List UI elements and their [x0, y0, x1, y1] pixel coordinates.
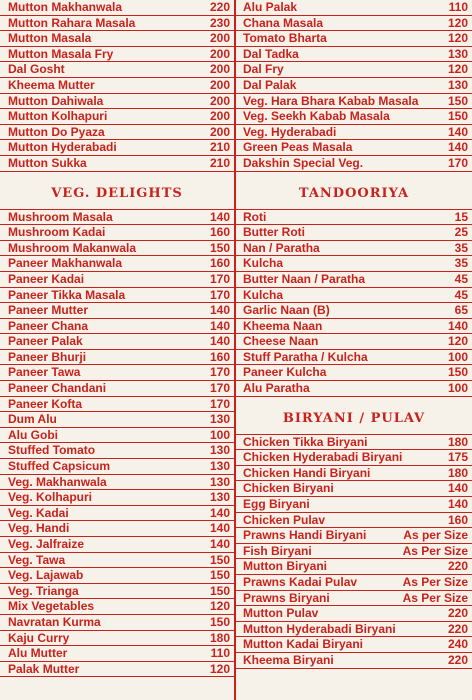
menu-item-name: Mix Vegetables: [8, 599, 95, 614]
menu-item-price: 15: [454, 209, 468, 224]
menu-item-name: Chana Masala: [243, 15, 324, 30]
menu-item-name: Dal Gosht: [8, 62, 65, 77]
menu-item-row: [0, 553, 234, 569]
menu-item-price: 130: [209, 474, 230, 489]
menu-item-name: Kheema Biryani: [243, 652, 334, 667]
menu-item-row: [0, 350, 234, 366]
veg-continued-list: [236, 0, 472, 172]
menu-item-row: [0, 521, 234, 537]
menu-item-name: Fish Biryani: [243, 543, 312, 558]
menu-item-price: As Per Size: [402, 590, 468, 605]
menu-item-row: [236, 591, 472, 607]
menu-item-price: 35: [454, 256, 468, 271]
menu-item-row: [0, 428, 234, 444]
left-column: [0, 0, 234, 700]
menu-item-price: 170: [209, 381, 230, 396]
menu-item-price: 230: [209, 15, 230, 30]
menu-item-name: Mutton Kadai Biryani: [243, 637, 364, 652]
menu-item-row: [236, 303, 472, 319]
menu-item-row: [0, 475, 234, 491]
menu-item-price: 140: [447, 124, 468, 139]
menu-item-price: 200: [209, 93, 230, 108]
menu-item-name: Stuff Paratha / Kulcha: [243, 349, 368, 364]
menu-item-row: [0, 459, 234, 475]
menu-item-price: 150: [209, 568, 230, 583]
menu-item-name: Veg. Seekh Kabab Masala: [243, 109, 390, 124]
menu-item-name: Navratan Kurma: [8, 614, 101, 629]
menu-item-row: [236, 334, 472, 350]
menu-item-name: Kaju Curry: [8, 630, 70, 645]
menu-item-price: 200: [209, 31, 230, 46]
menu-item-price: 160: [209, 225, 230, 240]
menu-item-price: 170: [209, 365, 230, 380]
menu-item-name: Mutton Masala: [8, 31, 92, 46]
menu-item-row: [0, 272, 234, 288]
right-column: [236, 0, 472, 700]
menu-item-row: [236, 544, 472, 560]
menu-item-price: 220: [209, 0, 230, 14]
menu-item-row: [236, 256, 472, 272]
menu-item-name: Paneer Kofta: [8, 396, 83, 411]
menu-item-price: 210: [209, 155, 230, 170]
menu-item-row: [0, 125, 234, 141]
menu-item-price: 140: [209, 505, 230, 520]
menu-item-name: Veg. Handi: [8, 521, 70, 536]
tandoori-section-header: [236, 172, 472, 210]
veg-section-header: [0, 172, 234, 210]
menu-item-name: Mutton Dahiwala: [8, 93, 104, 108]
menu-item-price: 100: [447, 349, 468, 364]
menu-item-row: [236, 466, 472, 482]
menu-item-price: 200: [209, 77, 230, 92]
menu-item-name: Mutton Kolhapuri: [8, 109, 108, 124]
mutton-list: [0, 0, 234, 172]
tandoori-list: [236, 210, 472, 397]
menu-item-row: [0, 156, 234, 172]
menu-item-name: Paneer Chana: [8, 318, 89, 333]
menu-item-row: [0, 241, 234, 257]
menu-item-price: 175: [447, 450, 468, 465]
menu-item-name: Paneer Mutter: [8, 303, 89, 318]
menu-item-price: 170: [209, 287, 230, 302]
menu-item-row: [236, 381, 472, 397]
menu-item-name: Prawns Biryani: [243, 590, 330, 605]
menu-item-name: Alu Gobi: [8, 427, 58, 442]
menu-item-row: [0, 334, 234, 350]
menu-item-row: [0, 646, 234, 662]
menu-item-price: 140: [209, 303, 230, 318]
menu-item-name: Veg. Hara Bhara Kabab Masala: [243, 93, 419, 108]
menu-item-price: 100: [209, 427, 230, 442]
menu-item-row: [0, 256, 234, 272]
menu-item-name: Paneer Kadai: [8, 271, 85, 286]
menu-item-row: [236, 109, 472, 125]
menu-item-price: 170: [209, 396, 230, 411]
menu-item-name: Green Peas Masala: [243, 140, 353, 155]
menu-item-price: 240: [447, 637, 468, 652]
menu-item-price: 25: [454, 225, 468, 240]
menu-item-row: [0, 584, 234, 600]
menu-item-row: [236, 606, 472, 622]
menu-item-row: [0, 490, 234, 506]
menu-item-name: Veg. Tawa: [8, 552, 66, 567]
menu-item-price: 45: [454, 287, 468, 302]
menu-item-row: [236, 272, 472, 288]
menu-item-row: [236, 559, 472, 575]
menu-item-name: Prawns Kadai Pulav: [243, 575, 358, 589]
menu-item-row: [0, 568, 234, 584]
menu-item-name: Nan / Paratha: [243, 240, 320, 255]
menu-item-name: Mushroom Kadai: [8, 225, 106, 240]
menu-item-row: [236, 497, 472, 513]
menu-item-row: [0, 78, 234, 94]
menu-item-name: Chicken Pulav: [243, 512, 326, 527]
menu-item-price: 160: [209, 349, 230, 364]
menu-item-price: 100: [447, 381, 468, 396]
menu-item-row: [0, 662, 234, 678]
menu-item-name: Dal Palak: [243, 77, 297, 92]
menu-item-row: [0, 225, 234, 241]
biryani-list: [236, 435, 472, 669]
menu-item-price: 150: [447, 365, 468, 380]
menu-item-price: 140: [447, 140, 468, 155]
menu-item-row: [0, 16, 234, 32]
menu-item-name: Veg. Lajawab: [8, 568, 84, 583]
menu-item-row: [0, 109, 234, 125]
menu-item-price: 170: [209, 271, 230, 286]
menu-item-row: [236, 637, 472, 653]
menu-item-name: Paneer Chandani: [8, 381, 107, 396]
menu-item-price: 140: [209, 209, 230, 224]
menu-item-name: Mutton Rahara Masala: [8, 15, 136, 30]
menu-item-row: [236, 125, 472, 141]
menu-item-name: Mutton Masala Fry: [8, 46, 114, 61]
menu-item-price: 200: [209, 124, 230, 139]
menu-item-price: 130: [447, 46, 468, 61]
menu-item-price: 110: [210, 646, 230, 661]
menu-item-row: [0, 62, 234, 78]
veg-heading: VEG. DELIGHTS: [51, 185, 183, 201]
menu-item-price: 140: [209, 521, 230, 536]
menu-item-name: Mutton Biryani: [243, 559, 327, 574]
biryani-section-header: [236, 397, 472, 435]
menu-item-price: 210: [209, 140, 230, 155]
menu-item-name: Cheese Naan: [243, 334, 319, 349]
menu-item-row: [0, 381, 234, 397]
menu-item-price: 45: [454, 271, 468, 286]
menu-item-price: 160: [447, 512, 468, 527]
menu-item-row: [236, 210, 472, 226]
menu-item-price: 220: [447, 559, 468, 574]
menu-item-price: 130: [447, 77, 468, 92]
menu-item-price: 140: [447, 318, 468, 333]
menu-item-row: [236, 47, 472, 63]
menu-item-row: [236, 575, 472, 591]
menu-item-row: [236, 528, 472, 544]
menu-item-row: [236, 140, 472, 156]
menu-item-row: [236, 450, 472, 466]
menu-item-price: 130: [209, 443, 230, 458]
menu-item-row: [0, 412, 234, 428]
menu-item-price: 65: [454, 303, 468, 318]
menu-item-row: [0, 615, 234, 631]
menu-item-row: [236, 288, 472, 304]
menu-item-row: [236, 365, 472, 381]
menu-item-row: [0, 599, 234, 615]
menu-item-name: Alu Paratha: [243, 381, 310, 396]
menu-item-price: As Per Size: [402, 575, 468, 589]
menu-item-name: Chicken Hyderabadi Biryani: [243, 450, 403, 465]
menu-item-name: Veg. Trianga: [8, 583, 79, 598]
menu-item-price: 120: [447, 62, 468, 77]
menu-item-row: [236, 0, 472, 16]
menu-item-row: [236, 62, 472, 78]
menu-item-price: 150: [209, 240, 230, 255]
menu-item-name: Garlic Naan (B): [243, 303, 330, 318]
menu-item-row: [236, 481, 472, 497]
menu-item-name: Kheema Naan: [243, 318, 323, 333]
menu-item-row: [0, 94, 234, 110]
menu-item-name: Alu Mutter: [8, 646, 68, 661]
menu-item-price: 120: [447, 31, 468, 46]
menu-item-row: [0, 47, 234, 63]
menu-item-name: Mutton Hyderabadi: [8, 140, 117, 155]
menu-item-price: 120: [209, 661, 230, 676]
menu-item-price: 220: [447, 652, 468, 667]
menu-item-name: Veg. Makhanwala: [8, 474, 107, 489]
menu-item-price: As Per Size: [402, 543, 468, 558]
menu-item-price: 110: [448, 0, 468, 14]
menu-item-price: 140: [209, 537, 230, 551]
menu-item-name: Paneer Palak: [8, 334, 83, 349]
menu-item-price: 220: [447, 621, 468, 636]
menu-item-name: Mutton Sukka: [8, 155, 87, 170]
menu-item-name: Mushroom Makanwala: [8, 240, 137, 255]
menu-item-price: 130: [209, 412, 230, 427]
menu-item-name: Veg. Kadai: [8, 505, 69, 520]
menu-item-row: [0, 319, 234, 335]
menu-item-name: Chicken Handi Biryani: [243, 465, 371, 480]
menu-item-price: 130: [209, 459, 230, 474]
menu-item-name: Paneer Makhanwala: [8, 256, 123, 271]
menu-item-price: 150: [209, 614, 230, 629]
menu-item-row: [0, 140, 234, 156]
menu-item-row: [236, 513, 472, 529]
menu-item-price: 200: [209, 46, 230, 61]
menu-item-row: [0, 631, 234, 647]
menu-item-name: Mutton Pulav: [243, 606, 319, 621]
menu-item-name: Kulcha: [243, 256, 284, 271]
menu-item-row: [236, 31, 472, 47]
menu-item-row: [0, 288, 234, 304]
menu-item-name: Prawns Handi Biryani: [243, 528, 367, 543]
menu-item-price: 150: [209, 552, 230, 567]
menu-item-row: [236, 16, 472, 32]
menu-item-name: Chicken Biryani: [243, 481, 334, 496]
menu-item-price: 35: [454, 240, 468, 255]
menu-item-row: [236, 225, 472, 241]
menu-item-price: 200: [209, 62, 230, 77]
menu-item-name: Veg. Hyderabadi: [243, 124, 337, 139]
menu-item-price: 180: [447, 465, 468, 480]
menu-item-name: Veg. Kolhapuri: [8, 490, 93, 505]
menu-item-row: [0, 0, 234, 16]
menu-item-row: [236, 622, 472, 638]
menu-item-price: 180: [209, 630, 230, 645]
biryani-heading: BIRYANI / PULAV: [282, 410, 426, 426]
menu-item-price: 130: [209, 490, 230, 505]
menu-item-row: [236, 241, 472, 257]
menu-item-name: Chicken Tikka Biryani: [243, 434, 368, 449]
menu-item-name: Tomato Bharta: [243, 31, 327, 46]
menu-item-name: Paneer Tawa: [8, 365, 81, 380]
menu-item-price: 150: [447, 109, 468, 124]
menu-item-name: Stuffed Tomato: [8, 443, 96, 458]
menu-item-price: 150: [209, 583, 230, 598]
menu-item-row: [0, 210, 234, 226]
menu-item-name: Veg. Jalfraize: [8, 537, 85, 551]
menu-item-row: [0, 443, 234, 459]
menu-item-row: [236, 156, 472, 172]
menu-item-row: [0, 397, 234, 413]
menu-item-price: 150: [447, 93, 468, 108]
menu-item-name: Paneer Tikka Masala: [8, 287, 126, 302]
menu-item-name: Dakshin Special Veg.: [243, 155, 364, 170]
menu-item-price: 120: [447, 334, 468, 349]
menu-item-price: 160: [209, 256, 230, 271]
tandoori-heading: TANDOORIYA: [298, 185, 410, 201]
menu-item-name: Palak Mutter: [8, 661, 80, 676]
menu-item-row: [236, 94, 472, 110]
menu-item-row: [236, 78, 472, 94]
menu-item-price: 140: [209, 318, 230, 333]
menu-item-name: Alu Palak: [243, 0, 298, 14]
menu-item-price: 140: [209, 334, 230, 349]
menu-item-row: [0, 537, 234, 553]
menu-item-name: Roti: [243, 209, 267, 224]
menu-item-name: Mushroom Masala: [8, 209, 113, 224]
veg-list: [0, 210, 234, 678]
menu-item-row: [236, 653, 472, 669]
menu-item-price: 180: [447, 434, 468, 449]
menu-item-name: Mutton Makhanwala: [8, 0, 123, 14]
menu-item-row: [236, 350, 472, 366]
menu-item-price: 120: [447, 15, 468, 30]
menu-item-row: [0, 365, 234, 381]
menu-item-row: [236, 435, 472, 451]
menu-item-price: 120: [209, 599, 230, 614]
menu-item-name: Dum Alu: [8, 412, 57, 427]
menu-item-price: 220: [447, 606, 468, 621]
menu-item-name: Kulcha: [243, 287, 284, 302]
menu-item-name: Dal Fry: [243, 62, 284, 77]
menu-item-price: 170: [447, 155, 468, 170]
menu-item-name: Mutton Do Pyaza: [8, 124, 105, 139]
menu-item-name: Dal Tadka: [243, 46, 299, 61]
menu-item-row: [0, 31, 234, 47]
menu-item-price: 140: [447, 481, 468, 496]
menu-item-row: [0, 506, 234, 522]
menu-item-price: As per Size: [403, 528, 468, 543]
menu-item-name: Mutton Hyderabadi Biryani: [243, 621, 396, 636]
menu-item-name: Paneer Bhurji: [8, 349, 87, 364]
menu-item-name: Paneer Kulcha: [243, 365, 327, 380]
menu-item-name: Butter Naan / Paratha: [243, 271, 366, 286]
menu-item-name: Kheema Mutter: [8, 77, 95, 92]
menu-item-price: 140: [447, 497, 468, 512]
menu-item-name: Stuffed Capsicum: [8, 459, 111, 474]
menu-item-row: [236, 319, 472, 335]
menu-item-price: 200: [209, 109, 230, 124]
menu-item-name: Butter Roti: [243, 225, 305, 240]
menu-item-row: [0, 303, 234, 319]
menu-item-name: Egg Biryani: [243, 497, 310, 512]
